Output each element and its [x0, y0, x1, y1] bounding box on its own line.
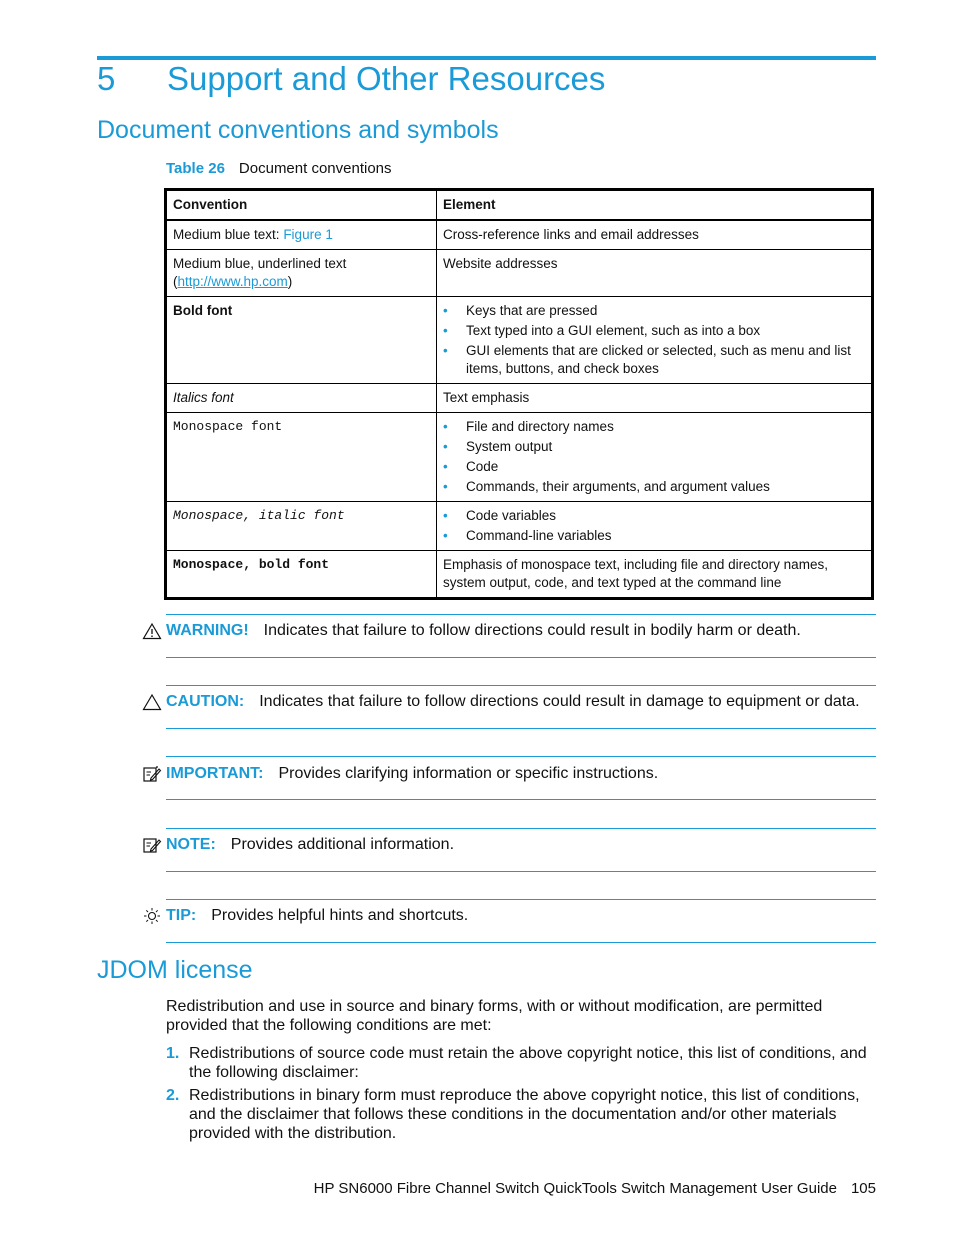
convention-cell: [166, 250, 437, 297]
list-number: 2.: [166, 1087, 180, 1104]
section-heading-jdom: JDOM license: [97, 956, 253, 984]
admonition-text: Indicates that failure to follow directions could result in damage to equipment or data.: [259, 693, 860, 710]
admonition-keyword: WARNING!: [166, 622, 249, 639]
list-item: [166, 1044, 876, 1082]
admonition-rule: [166, 942, 876, 943]
list-item: • Command-line variables: [443, 527, 865, 545]
figure-link[interactable]: Figure 1: [283, 227, 333, 242]
table-row: [166, 250, 873, 297]
table-header-row: [166, 190, 873, 221]
list-item: • Code: [443, 458, 865, 476]
list-number: 1.: [166, 1045, 180, 1062]
table-caption-text: Document conventions: [238, 160, 392, 177]
important-admonition: [142, 765, 658, 783]
convention-text: Medium blue text:: [173, 227, 284, 242]
element-cell: Website addresses: [437, 250, 873, 297]
admonition-rule: [166, 657, 876, 658]
section-heading-conventions: Document conventions and symbols: [97, 116, 499, 144]
list-item: • Commands, their arguments, and argument values: [443, 478, 865, 496]
table-row: [166, 384, 873, 413]
element-cell: [437, 502, 873, 551]
convention-cell: Italics font: [166, 384, 437, 413]
list-item: • File and directory names: [443, 418, 865, 436]
convention-text: Medium blue, underlined text: [173, 256, 347, 271]
paren-close: ): [287, 274, 293, 289]
column-header-convention: Convention: [166, 190, 437, 221]
list-item: • Code variables: [443, 507, 865, 525]
table-row: [166, 413, 873, 502]
note-icon: [142, 836, 164, 854]
website-link[interactable]: http://www.hp.com: [177, 274, 288, 289]
list-item: • GUI elements that are clicked or selected, such as menu and list items, buttons, and check boxes: [443, 342, 865, 378]
admonition-text: Provides additional information.: [230, 836, 455, 853]
important-note-icon: [142, 765, 164, 783]
paren-open: (: [173, 274, 178, 289]
tip-admonition: [142, 907, 468, 925]
admonition-rule: [166, 614, 876, 615]
chapter-heading: [97, 60, 605, 98]
note-admonition: [142, 836, 454, 854]
admonition-rule: [166, 756, 876, 757]
convention-cell: Bold font: [166, 297, 437, 384]
table-caption: [166, 160, 392, 177]
admonition-text: Provides clarifying information or specific instructions.: [278, 765, 659, 782]
admonition-text: Indicates that failure to follow directions could result in bodily harm or death.: [263, 622, 801, 639]
conventions-table: [164, 188, 874, 600]
warning-admonition: [142, 622, 801, 640]
element-cell: [437, 413, 873, 502]
table-row: [166, 502, 873, 551]
list-text: Redistributions of source code must retain the above copyright notice, this list of conditions, and the following disclaimer:: [189, 1045, 867, 1081]
table-label: Table 26: [166, 160, 225, 177]
footer-title: HP SN6000 Fibre Channel Switch QuickTools Switch Management User Guide: [313, 1180, 837, 1197]
convention-cell: [166, 220, 437, 250]
column-header-element: Element: [437, 190, 873, 221]
admonition-keyword: NOTE:: [166, 836, 216, 853]
admonition-keyword: CAUTION:: [166, 693, 245, 710]
list-item: • Keys that are pressed: [443, 302, 865, 320]
list-text: Redistributions in binary form must reproduce the above copyright notice, this list of conditions, and the disclaimer that follows these conditions in the documentation and/or other materials provided with the distribution.: [189, 1087, 860, 1142]
admonition-rule: [166, 899, 876, 900]
jdom-intro-paragraph: Redistribution and use in source and binary forms, with or without modification, are permitted provided that the following conditions are met:: [166, 998, 823, 1034]
admonition-keyword: IMPORTANT:: [166, 765, 264, 782]
admonition-text: Provides helpful hints and shortcuts.: [211, 907, 469, 924]
chapter-number: 5: [97, 60, 116, 97]
page-footer: [314, 1180, 876, 1197]
chapter-title: Support and Other Resources: [167, 60, 606, 97]
caution-triangle-icon: [142, 693, 164, 711]
element-cell: Emphasis of monospace text, including file and directory names, system output, code, and text typed at the command line: [437, 551, 873, 599]
list-item: • Text typed into a GUI element, such as into a box: [443, 322, 865, 340]
convention-cell: Monospace font: [166, 413, 437, 502]
convention-cell: Monospace, bold font: [166, 551, 437, 599]
admonition-rule: [166, 871, 876, 872]
lightbulb-icon: [142, 907, 164, 925]
table-row: [166, 297, 873, 384]
admonition-rule: [166, 799, 876, 800]
warning-triangle-icon: [142, 622, 164, 640]
admonition-rule: [166, 685, 876, 686]
page-number: 105: [850, 1180, 876, 1197]
element-cell: Text emphasis: [437, 384, 873, 413]
caution-admonition: [142, 693, 860, 711]
element-cell: Cross-reference links and email addresses: [437, 220, 873, 250]
admonition-rule: [166, 728, 876, 729]
table-row: [166, 551, 873, 599]
list-item: • System output: [443, 438, 865, 456]
element-cell: [437, 297, 873, 384]
convention-cell: Monospace, italic font: [166, 502, 437, 551]
list-item: [166, 1086, 876, 1143]
admonition-rule: [166, 828, 876, 829]
table-row: [166, 220, 873, 250]
admonition-keyword: TIP:: [166, 907, 197, 924]
